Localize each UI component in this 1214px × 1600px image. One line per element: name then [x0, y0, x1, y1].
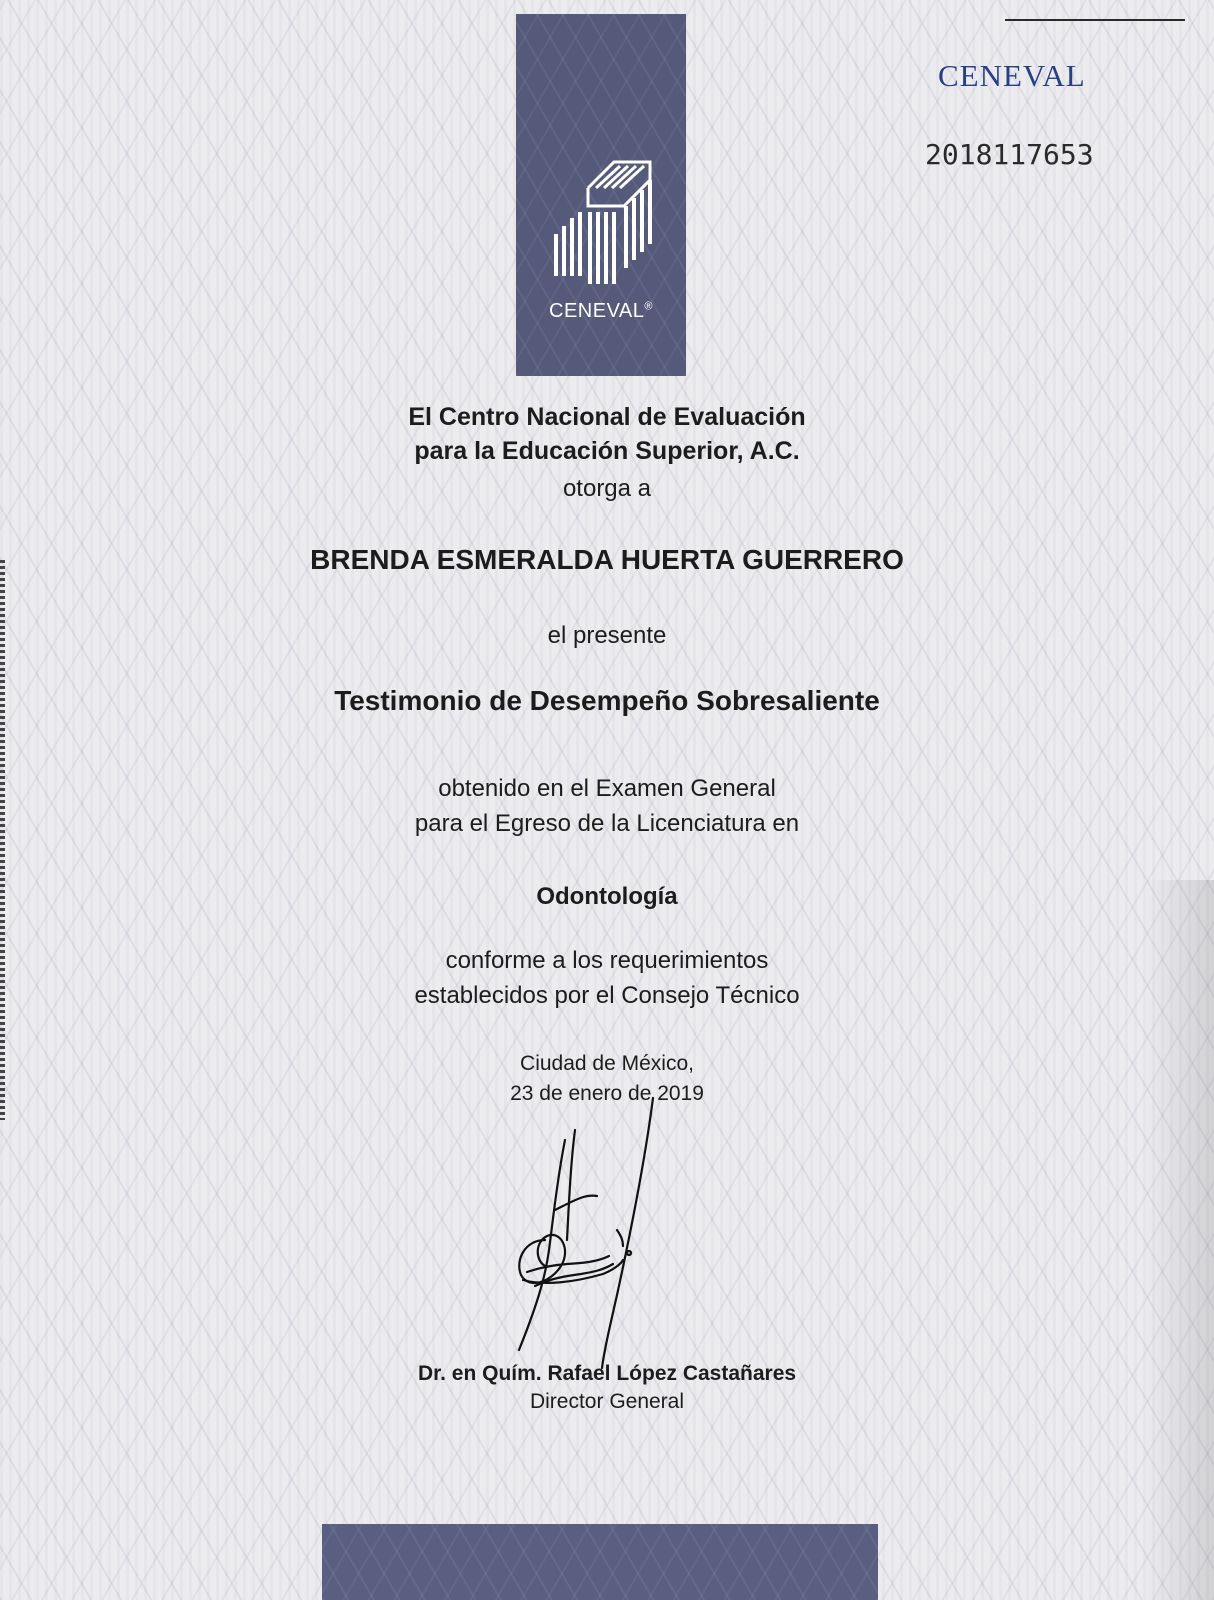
paper-top-edge	[1005, 19, 1185, 21]
grants-text: otorga a	[562, 475, 652, 502]
ceneval-logo-icon	[550, 158, 654, 286]
award-detail-line-1: obtenido en el Examen General	[438, 775, 776, 802]
basis-line-1: conforme a los requerimientos	[445, 947, 769, 974]
date: 23 de enero de 2019	[510, 1082, 704, 1105]
award-intro: el presente	[547, 622, 667, 649]
basis-line-2: establecidos por el Consejo Técnico	[414, 982, 800, 1009]
program-name: Odontología	[536, 883, 678, 910]
logo-panel-text: CENEVAL®	[549, 300, 653, 322]
issuer-line-2: para la Educación Superior, A.C.	[414, 437, 800, 465]
brand-name: CENEVAL	[938, 58, 1086, 93]
award-detail-line-2: para el Egreso de la Licenciatura en	[414, 810, 800, 837]
bottom-panel	[322, 1524, 878, 1600]
city: Ciudad de México,	[520, 1052, 694, 1075]
signatory-position: Director General	[529, 1390, 685, 1413]
award-title: Testimonio de Desempeño Sobresaliente	[334, 685, 880, 716]
serial-number: 2018117653	[925, 138, 1094, 171]
recipient-name: BRENDA ESMERALDA HUERTA GUERRERO	[310, 544, 904, 575]
signatory-name: Dr. en Quím. Rafael López Castañares	[417, 1362, 797, 1385]
issuer-line-1: El Centro Nacional de Evaluación	[408, 403, 806, 431]
logo-panel	[516, 14, 686, 376]
signature-icon	[505, 1090, 675, 1370]
